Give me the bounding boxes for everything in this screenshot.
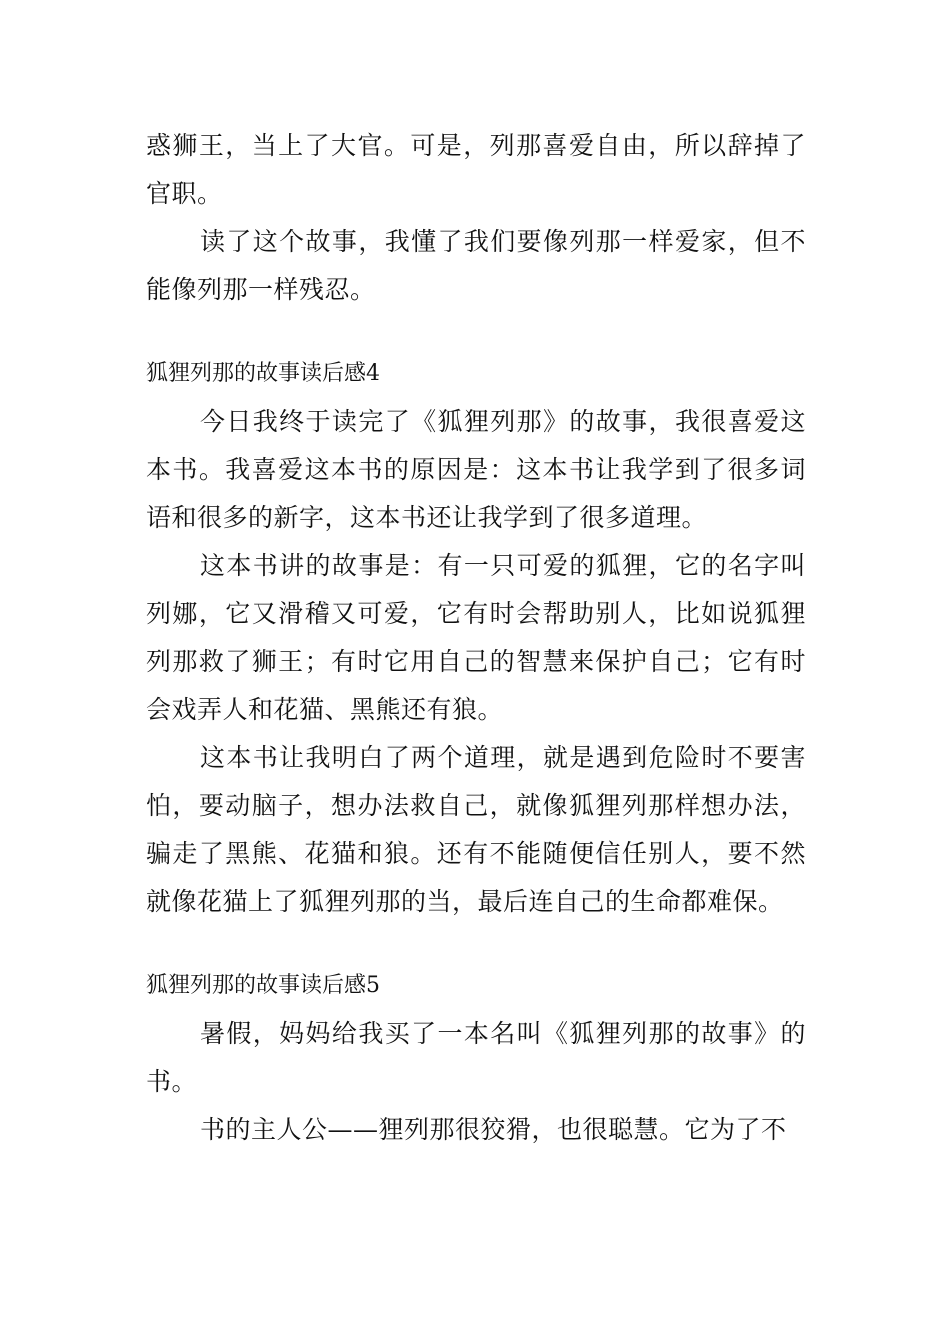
section-title-4: 狐狸列那的故事读后感4: [146, 361, 380, 386]
section-spacer: [146, 926, 806, 962]
section-spacer: [146, 314, 806, 350]
paragraph: 书的主人公——狸列那很狡猾，也很聪慧。它为了不: [200, 1115, 787, 1144]
section-title-5: 狐狸列那的故事读后感5: [146, 973, 380, 998]
paragraph: 暑假，妈妈给我买了一本名叫《狐狸列那的故事》的书。: [146, 1019, 806, 1096]
paragraph: 这本书让我明白了两个道理，就是遇到危险时不要害怕，要动脑子，想办法救自己，就像狐狸列那样想办法，骗走了黑熊、花猫和狼。还有不能随便信任别人，要不然就像花猫上了狐狸列那的当，最后连自己的生命都难保。: [146, 743, 806, 916]
paragraph: 惑狮王，当上了大官。可是，列那喜爱自由，所以辞掉了官职。: [146, 131, 806, 208]
paragraph: 这本书讲的故事是：有一只可爱的狐狸，它的名字叫列娜，它又滑稽又可爱，它有时会帮助别人，比如说狐狸列那救了狮王；有时它用自己的智慧来保护自己；它有时会戏弄人和花猫、黑熊还有狼。: [146, 551, 806, 724]
paragraph: 今日我终于读完了《狐狸列那》的故事，我很喜爱这本书。我喜爱这本书的原因是：这本书让我学到了很多词语和很多的新字，这本书还让我学到了很多道理。: [146, 407, 806, 532]
paragraph: 读了这个故事，我懂了我们要像列那一样爱家，但不能像列那一样残忍。: [146, 227, 806, 304]
document-page: [146, 122, 806, 1154]
